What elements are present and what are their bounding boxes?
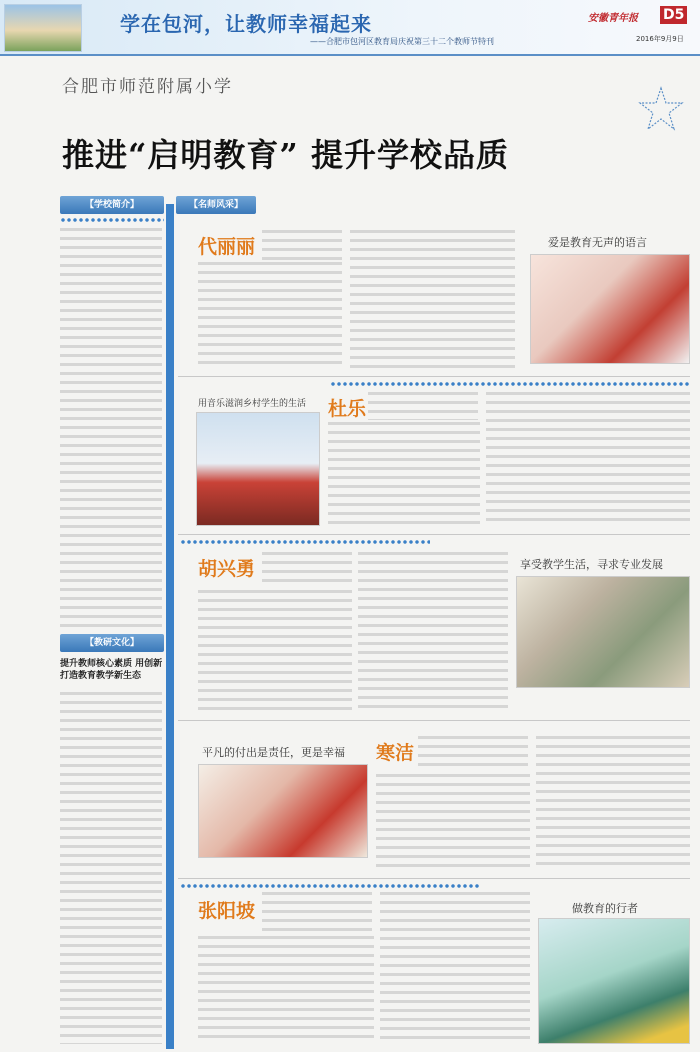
teacher-intro-han [418,736,528,772]
teacher-name-du: 杜乐 [328,398,367,420]
decorative-dots [60,216,164,224]
section-divider [178,376,690,377]
section-divider [178,534,690,535]
teacher-name-zhang: 张阳坡 [198,900,256,922]
school-intro-text [60,228,162,628]
tag-research-culture: 【教研文化】 [60,634,164,652]
teacher-text-zhang [198,936,374,1044]
teacher-text-du [328,422,480,526]
teacher-text-dai [198,262,342,368]
teacher-intro-zhang [262,892,372,932]
teacher-name-hu: 胡兴勇 [198,558,256,580]
teacher-name-han: 寒洁 [376,742,415,764]
culture-heading: 提升教师核心素质 用创新打造教育教学新生态 [60,659,163,681]
section-divider [178,878,690,879]
newspaper-name: 安徽青年报 [588,13,638,24]
column-divider [166,204,174,1049]
caption-du: 用音乐滋润乡村学生的生活 [198,399,307,409]
teacher-text-dai-2 [350,230,515,368]
tag-school-intro: 【学校简介】 [60,196,164,214]
photo-teacher-students [530,254,690,364]
decorative-dots [180,538,430,546]
teacher-text-zhang-2 [380,892,530,1044]
header-subtitle: ——合肥市包河区教育局庆祝第三十二个教师节特刊 [310,37,494,46]
teacher-intro-du [368,392,478,420]
star-icon [638,86,684,132]
photo-table-tennis [538,918,690,1044]
caption-han: 平凡的付出是责任，更是幸福 [202,746,345,759]
page-number: D5 [660,6,687,24]
teacher-text-du-2 [486,392,690,526]
school-name: 合肥市师范附属小学 [62,77,233,97]
photo-drum-performance [196,412,320,526]
teacher-text-hu [198,590,352,714]
caption-dai: 爱是教育无声的语言 [548,236,647,249]
caption-hu: 享受教学生活，寻求专业发展 [520,558,663,571]
teacher-text-han-2 [536,736,690,870]
decorative-dots [330,380,690,388]
page-header [0,0,700,56]
teacher-text-hu-2 [358,552,508,714]
photo-teacher-girls [198,764,368,858]
teacher-text-han [376,774,530,870]
photo-classroom [516,576,690,688]
school-illustration [4,4,82,52]
issue-date: 2016年9月9日 [636,35,684,43]
tag-teacher-style: 【名师风采】 [176,196,256,214]
culture-text [60,692,162,1044]
teacher-intro-hu [262,552,352,586]
teacher-intro-dai [262,230,342,260]
section-divider [178,720,690,721]
teacher-name-dai: 代丽丽 [198,236,256,258]
header-slogan: 学在包河，让教师幸福起来 [120,12,372,36]
caption-zhang: 做教育的行者 [572,902,638,915]
article-headline: 推进“启明教育” 提升学校品质 [62,136,509,174]
decorative-dots [180,882,480,890]
